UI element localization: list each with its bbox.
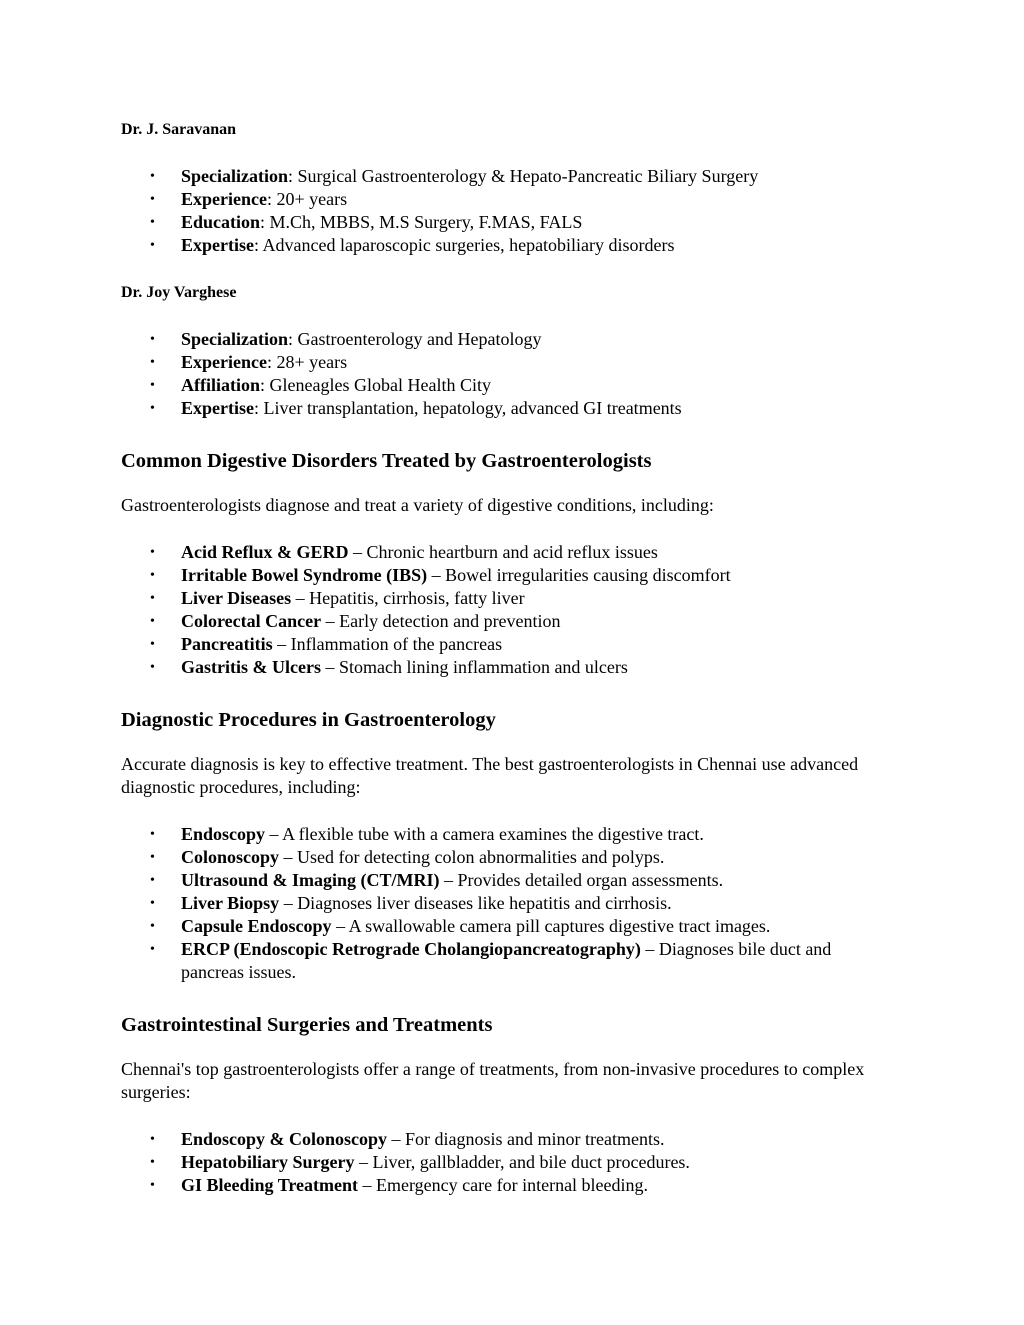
- item-separator: –: [279, 893, 298, 913]
- list-item: [121, 564, 891, 587]
- item-separator: –: [387, 1129, 406, 1149]
- item-label: Capsule Endoscopy: [181, 916, 332, 936]
- item-label: Acid Reflux & GERD: [181, 542, 349, 562]
- diagnostics-list: [121, 823, 891, 984]
- item-label: Endoscopy: [181, 824, 266, 844]
- item-separator: –: [279, 847, 298, 867]
- item-value: Liver transplantation, hepatology, advanced GI treatments: [263, 398, 682, 418]
- doctor-details-saravanan: [121, 165, 891, 257]
- item-separator: –: [331, 916, 349, 936]
- list-item: [121, 633, 891, 656]
- item-label: Experience: [181, 189, 267, 209]
- bullet-icon: •: [150, 827, 155, 842]
- item-value: Gleneagles Global Health City: [269, 375, 491, 395]
- item-value: Advanced laparoscopic surgeries, hepatobiliary disorders: [262, 235, 675, 255]
- item-value: Used for detecting colon abnormalities and polyps.: [297, 847, 665, 867]
- item-value: Emergency care for internal bleeding.: [376, 1175, 649, 1195]
- item-label: GI Bleeding Treatment: [181, 1175, 358, 1195]
- item-separator: –: [265, 824, 283, 844]
- item-label: Specialization: [181, 329, 288, 349]
- list-item: [121, 938, 891, 984]
- bullet-icon: •: [150, 192, 155, 207]
- item-label: ERCP (Endoscopic Retrograde Cholangiopancreatography): [181, 939, 641, 959]
- list-item: [121, 915, 891, 938]
- list-item: [121, 656, 891, 679]
- list-item: [121, 351, 891, 374]
- bullet-icon: •: [150, 169, 155, 184]
- bullet-icon: •: [150, 614, 155, 629]
- item-separator: –: [640, 939, 659, 959]
- bullet-icon: •: [150, 545, 155, 560]
- list-item: [121, 328, 891, 351]
- bullet-icon: •: [150, 850, 155, 865]
- item-value: A swallowable camera pill captures digestive tract images.: [348, 916, 771, 936]
- list-item: [121, 823, 891, 846]
- list-item: [121, 397, 891, 420]
- item-separator: :: [288, 329, 298, 349]
- item-separator: –: [439, 870, 458, 890]
- bullet-icon: •: [150, 401, 155, 416]
- list-item: [121, 165, 891, 188]
- item-separator: –: [291, 588, 310, 608]
- list-item: [121, 1174, 891, 1197]
- bullet-icon: •: [150, 919, 155, 934]
- item-label: Liver Biopsy: [181, 893, 280, 913]
- item-separator: –: [427, 565, 446, 585]
- bullet-icon: •: [150, 637, 155, 652]
- doctor-name-varghese: Dr. Joy Varghese: [121, 284, 237, 301]
- list-item: [121, 1128, 891, 1151]
- section-intro-surgeries: Chennai's top gastroenterologists offer a range of treatments, from non-invasive procedures to complex surgeries:: [121, 1059, 865, 1102]
- list-item: [121, 587, 891, 610]
- bullet-icon: •: [150, 568, 155, 583]
- item-separator: :: [266, 352, 277, 372]
- item-value: Surgical Gastroenterology & Hepato-Pancreatic Biliary Surgery: [297, 166, 759, 186]
- item-label: Affiliation: [181, 375, 260, 395]
- item-label: Gastritis & Ulcers: [181, 657, 321, 677]
- bullet-icon: •: [150, 355, 155, 370]
- item-value: Inflammation of the pancreas: [290, 634, 503, 654]
- item-label: Endoscopy & Colonoscopy: [181, 1129, 388, 1149]
- list-item: [121, 541, 891, 564]
- item-separator: :: [260, 212, 270, 232]
- item-value: For diagnosis and minor treatments.: [405, 1129, 665, 1149]
- bullet-icon: •: [150, 238, 155, 253]
- bullet-icon: •: [150, 1132, 155, 1147]
- list-item: [121, 211, 891, 234]
- item-value: Diagnoses bile duct and pancreas issues.: [181, 939, 832, 982]
- bullet-icon: •: [150, 873, 155, 888]
- doctor-name-saravanan: Dr. J. Saravanan: [121, 121, 236, 138]
- item-separator: –: [354, 1152, 373, 1172]
- item-label: Education: [181, 212, 261, 232]
- section-intro-disorders: Gastroenterologists diagnose and treat a variety of digestive conditions, including:: [121, 495, 714, 515]
- section-heading-diagnostics: Diagnostic Procedures in Gastroenterology: [121, 709, 496, 731]
- item-value: Liver, gallbladder, and bile duct procedures.: [372, 1152, 690, 1172]
- list-item: [121, 892, 891, 915]
- item-separator: :: [260, 375, 270, 395]
- item-separator: :: [253, 398, 264, 418]
- list-item: [121, 188, 891, 211]
- list-item: [121, 234, 891, 257]
- disorders-list: [121, 541, 891, 679]
- item-value: Provides detailed organ assessments.: [457, 870, 724, 890]
- section-intro-diagnostics: Accurate diagnosis is key to effective treatment. The best gastroenterologists in Chennai use advanced diagnostic procedures, including:: [121, 754, 859, 797]
- list-item: [121, 869, 891, 892]
- item-value: A flexible tube with a camera examines the digestive tract.: [282, 824, 704, 844]
- bullet-icon: •: [150, 1155, 155, 1170]
- bullet-icon: •: [150, 660, 155, 675]
- item-value: Bowel irregularities causing discomfort: [445, 565, 731, 585]
- section-heading-disorders: Common Digestive Disorders Treated by Gastroenterologists: [121, 450, 652, 472]
- bullet-icon: •: [150, 332, 155, 347]
- item-label: Expertise: [181, 235, 254, 255]
- item-label: Liver Diseases: [181, 588, 292, 608]
- item-value: Stomach lining inflammation and ulcers: [338, 657, 628, 677]
- item-label: Colorectal Cancer: [181, 611, 322, 631]
- bullet-icon: •: [150, 1178, 155, 1193]
- bullet-icon: •: [150, 942, 155, 957]
- list-item: [121, 374, 891, 397]
- bullet-icon: •: [150, 215, 155, 230]
- item-separator: –: [321, 611, 340, 631]
- item-value: Chronic heartburn and acid reflux issues: [366, 542, 658, 562]
- item-value: M.Ch, MBBS, M.S Surgery, F.MAS, FALS: [269, 212, 583, 232]
- item-label: Irritable Bowel Syndrome (IBS): [181, 565, 428, 585]
- item-label: Pancreatitis: [181, 634, 273, 654]
- doctor-details-varghese: [121, 328, 891, 420]
- item-label: Ultrasound & Imaging (CT/MRI): [181, 870, 440, 890]
- item-label: Specialization: [181, 166, 288, 186]
- item-separator: :: [266, 189, 277, 209]
- list-item: [121, 610, 891, 633]
- item-label: Colonoscopy: [181, 847, 280, 867]
- item-value: Early detection and prevention: [339, 611, 561, 631]
- bullet-icon: •: [150, 591, 155, 606]
- item-separator: –: [272, 634, 291, 654]
- bullet-icon: •: [150, 896, 155, 911]
- item-separator: –: [348, 542, 367, 562]
- item-separator: –: [320, 657, 339, 677]
- item-separator: :: [288, 166, 298, 186]
- item-separator: :: [253, 235, 263, 255]
- item-value: 20+ years: [276, 189, 348, 209]
- item-value: 28+ years: [276, 352, 348, 372]
- item-label: Expertise: [181, 398, 254, 418]
- section-heading-surgeries: Gastrointestinal Surgeries and Treatments: [121, 1014, 493, 1036]
- list-item: [121, 846, 891, 869]
- item-value: Gastroenterology and Hepatology: [297, 329, 542, 349]
- item-value: Hepatitis, cirrhosis, fatty liver: [309, 588, 525, 608]
- item-label: Experience: [181, 352, 267, 372]
- bullet-icon: •: [150, 378, 155, 393]
- item-value: Diagnoses liver diseases like hepatitis and cirrhosis.: [297, 893, 672, 913]
- item-label: Hepatobiliary Surgery: [181, 1152, 355, 1172]
- item-separator: –: [358, 1175, 376, 1195]
- document-page: [121, 118, 891, 1197]
- surgeries-list: [121, 1128, 891, 1197]
- list-item: [121, 1151, 891, 1174]
